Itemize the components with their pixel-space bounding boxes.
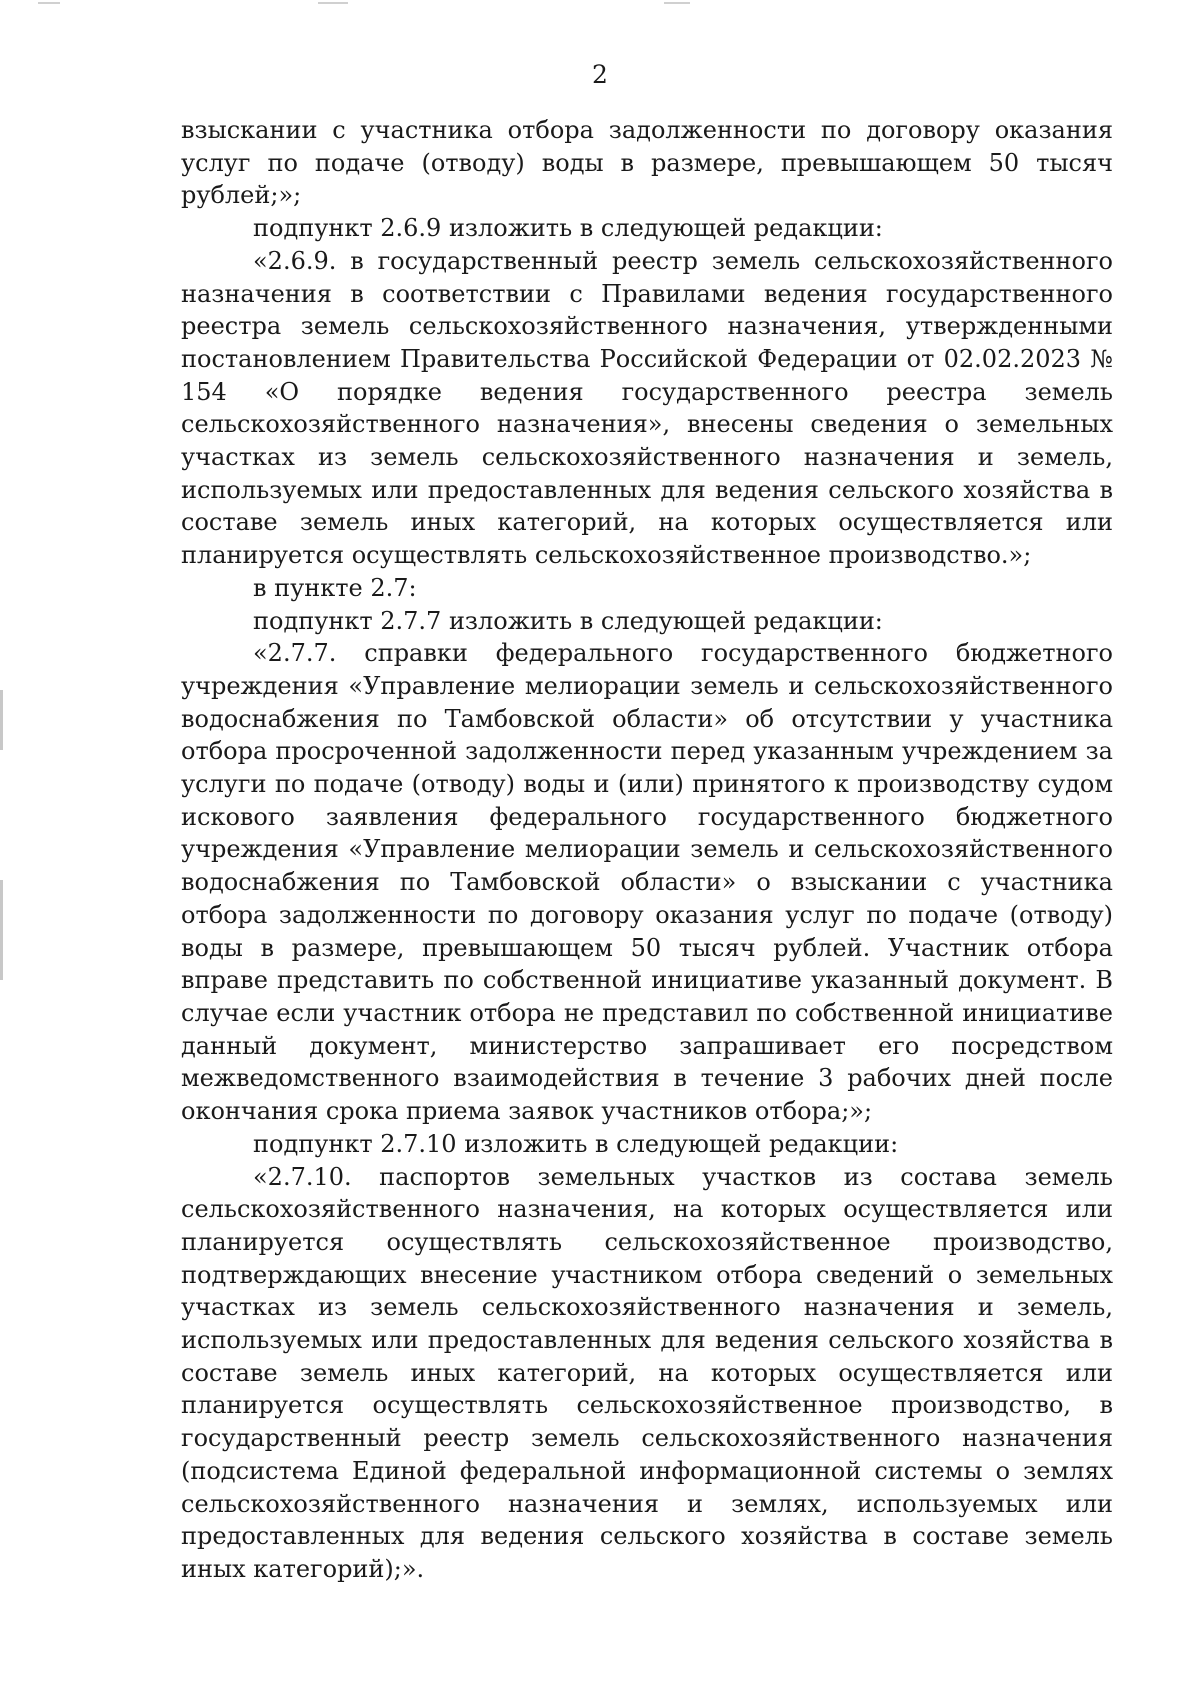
document-body [181, 114, 1113, 1586]
scan-artifact [318, 2, 348, 4]
scan-artifact [664, 2, 690, 4]
paragraph-instruction-2-6-9: подпункт 2.6.9 изложить в следующей редакции: [253, 214, 883, 243]
paragraph-clause-2-7-7: «2.7.7. справки федерального государственного бюджетного учреждения «Управление мелиорации земель и сельскохозяйственного водоснабжения по Тамбовской области» об отсутствии у участника отбора просроченной задолженности перед указанным учреждением за услуги по подаче (отводу) воды и (или) принятого к производству судом искового заявления федерального государственного бюджетного учреждения «Управление мелиорации земель и сельскохозяйственного водоснабжения по Тамбовской области» о взыскании с участника отбора задолженности по договору оказания услуг по подаче (отводу) воды в размере, превышающем 50 тысяч рублей. Участник отбора вправе представить по собственной инициативе указанный документ. В случае если участник отбора не представил по собственной инициативе данный документ, министерство запрашивает его посредством межведомственного взаимодействия в течение 3 рабочих дней после окончания срока приема заявок участников отбора;»; [181, 639, 1113, 1126]
paragraph-instruction-2-7-7: подпункт 2.7.7 изложить в следующей редакции: [253, 606, 883, 635]
scan-edge-mark [0, 690, 3, 750]
paragraph-clause-2-6-9: «2.6.9. в государственный реестр земель сельскохозяйственного назначения в соответствии с Правилами ведения государственного реестра земель сельскохозяйственного назначения, утвержденными постановлением Правительства Российской Федерации от 02.02.2023 № 154 «О порядке ведения государственного реестра земель сельскохозяйственного назначения», внесены сведения о земельных участках из земель сельскохозяйственного назначения и земель, используемых или предоставленных для ведения сельского хозяйства в составе земель иных категорий, на которых осуществляется или планируется осуществлять сельскохозяйственное производство.»; [181, 246, 1113, 570]
paragraph-continuation: взыскании с участника отбора задолженности по договору оказания услуг по подаче (отводу) воды в размере, превышающем 50 тысяч рублей;»; [181, 116, 1113, 210]
scan-artifact [38, 2, 60, 4]
page-number: 2 [592, 60, 608, 89]
paragraph-instruction-2-7-10: подпункт 2.7.10 изложить в следующей редакции: [253, 1129, 899, 1158]
paragraph-point-2-7: в пункте 2.7: [253, 573, 417, 602]
paragraph-clause-2-7-10: «2.7.10. паспортов земельных участков из состава земель сельскохозяйственного назначения, на которых осуществляется или планируется осуществлять сельскохозяйственное производство, подтверждающих внесение участником отбора сведений о земельных участках из земель сельскохозяйственного назначения и земель, используемых или предоставленных для ведения сельского хозяйства в составе земель иных категорий, на которых осуществляется или планируется осуществлять сельскохозяйственное производство, в государственный реестр земель сельскохозяйственного назначения (подсистема Единой федеральной информационной системы о землях сельскохозяйственного назначения и землях, используемых или предоставленных для ведения сельского хозяйства в составе земель иных категорий);». [181, 1162, 1113, 1583]
scan-edge-mark [0, 880, 3, 980]
